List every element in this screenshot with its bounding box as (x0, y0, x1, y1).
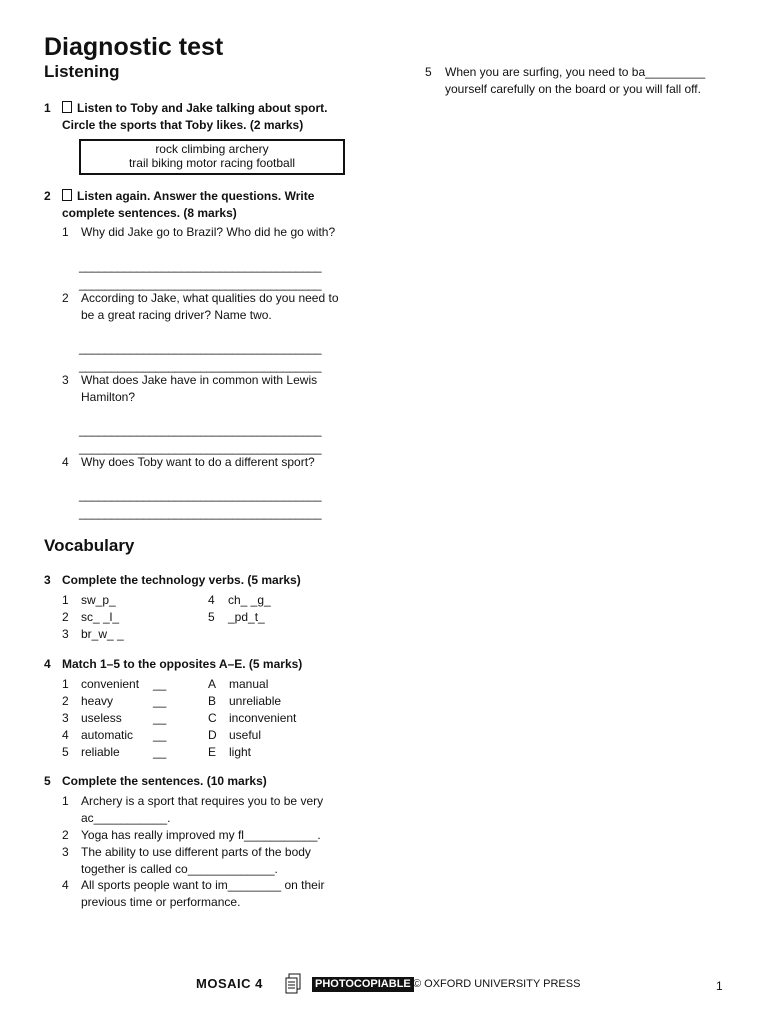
match-blank[interactable]: __ (153, 745, 167, 759)
question-item: Why did Jake go to Brazil? Who did he go with? (81, 225, 336, 239)
option-letter: A (208, 677, 217, 691)
option-word: light (229, 745, 252, 759)
section-title-vocabulary: Vocabulary (44, 536, 135, 555)
answer-line[interactable]: ______________________________________ (79, 423, 322, 437)
item-number: 1 (62, 225, 69, 239)
option-letter: D (208, 728, 217, 742)
page-number: 1 (716, 979, 723, 993)
answer-line[interactable]: ______________________________________ (79, 506, 322, 520)
item-number: 2 (62, 291, 69, 305)
answer-line[interactable]: ______________________________________ (79, 488, 322, 502)
word-gap-item: br_w_ _ (81, 627, 124, 641)
question-item: What does Jake have in common with Lewis Hamilton? (81, 373, 318, 404)
question-item: When you are surfing, you need to ba_________ yourself carefully on the board or you will fall off. (445, 65, 706, 96)
option-word: useful (229, 728, 262, 742)
sentence-item: Yoga has really improved my fl___________. (81, 828, 321, 842)
answer-line[interactable]: ______________________________________ (79, 259, 322, 273)
match-blank[interactable]: __ (153, 711, 167, 725)
question-number: 4 (44, 657, 51, 671)
page-title: Diagnostic test (44, 33, 224, 61)
photocopiable-badge: PHOTOCOPIABLE (312, 977, 414, 992)
question-number: 1 (44, 101, 51, 115)
footer-brand: MOSAIC 4 (196, 976, 263, 991)
item-number: 3 (62, 845, 69, 859)
sports-word-box (79, 139, 345, 175)
answer-line[interactable]: ______________________________________ (79, 277, 322, 291)
item-number: 4 (208, 593, 215, 607)
question-2-text: Listen again. Answer the questions. Write complete sentences. (8 marks) (62, 189, 315, 220)
audio-icon (62, 189, 72, 201)
word-box-line: trail biking motor racing football (128, 156, 296, 170)
question-item: According to Jake, what qualities do you need to be a great racing driver? Name two. (81, 291, 339, 322)
word-gap-item: sw_p_ (81, 593, 116, 607)
word-gap-item: ch_ _g_ (228, 593, 271, 607)
match-word: heavy (81, 694, 114, 708)
option-letter: E (208, 745, 217, 759)
item-number: 2 (62, 694, 69, 708)
match-blank[interactable]: __ (153, 677, 167, 691)
answer-line[interactable]: ______________________________________ (79, 341, 322, 355)
answer-line[interactable]: ______________________________________ (79, 441, 322, 455)
question-4-text: Match 1–5 to the opposites A–E. (5 marks) (62, 657, 303, 671)
match-blank[interactable]: __ (153, 728, 167, 742)
question-1-text: Listen to Toby and Jake talking about sport. Circle the sports that Toby likes. (2 marks) (62, 101, 328, 132)
word-gap-item: sc_ _l_ (81, 610, 120, 624)
word-box-line: rock climbing archery (155, 142, 269, 156)
option-letter: B (208, 694, 217, 708)
item-number: 3 (62, 711, 69, 725)
item-number: 5 (208, 610, 215, 624)
item-number: 5 (62, 745, 69, 759)
item-number: 3 (62, 627, 69, 641)
match-word: convenient (81, 677, 140, 691)
question-item: Why does Toby want to do a different sport? (81, 455, 315, 469)
question-number: 2 (44, 189, 51, 203)
photocopy-icon (284, 973, 302, 995)
match-word: useless (81, 711, 122, 725)
option-letter: C (208, 711, 217, 725)
option-word: unreliable (229, 694, 282, 708)
option-word: manual (229, 677, 269, 691)
word-gap-item: _pd_t_ (228, 610, 265, 624)
option-word: inconvenient (229, 711, 297, 725)
item-number: 3 (62, 373, 69, 387)
item-number: 5 (425, 65, 432, 79)
sentence-item: All sports people want to im________ on their previous time or performance. (81, 878, 325, 909)
item-number: 2 (62, 828, 69, 842)
match-word: reliable (81, 745, 120, 759)
sentence-item: The ability to use different parts of the body together is called co_____________. (81, 845, 311, 876)
item-number: 4 (62, 455, 69, 469)
item-number: 1 (62, 794, 69, 808)
question-number: 5 (44, 774, 51, 788)
item-number: 4 (62, 878, 69, 892)
copyright-text: © OXFORD UNIVERSITY PRESS (413, 978, 581, 990)
answer-line[interactable]: ______________________________________ (79, 359, 322, 373)
match-blank[interactable]: __ (153, 694, 167, 708)
item-number: 1 (62, 593, 69, 607)
item-number: 4 (62, 728, 69, 742)
question-number: 3 (44, 573, 51, 587)
question-5-text: Complete the sentences. (10 marks) (62, 774, 267, 788)
item-number: 2 (62, 610, 69, 624)
section-title-listening: Listening (44, 62, 120, 81)
match-word: automatic (81, 728, 134, 742)
audio-icon (62, 101, 72, 113)
item-number: 1 (62, 677, 69, 691)
question-3-text: Complete the technology verbs. (5 marks) (62, 573, 301, 587)
sentence-item: Archery is a sport that requires you to be very ac___________. (81, 794, 324, 825)
